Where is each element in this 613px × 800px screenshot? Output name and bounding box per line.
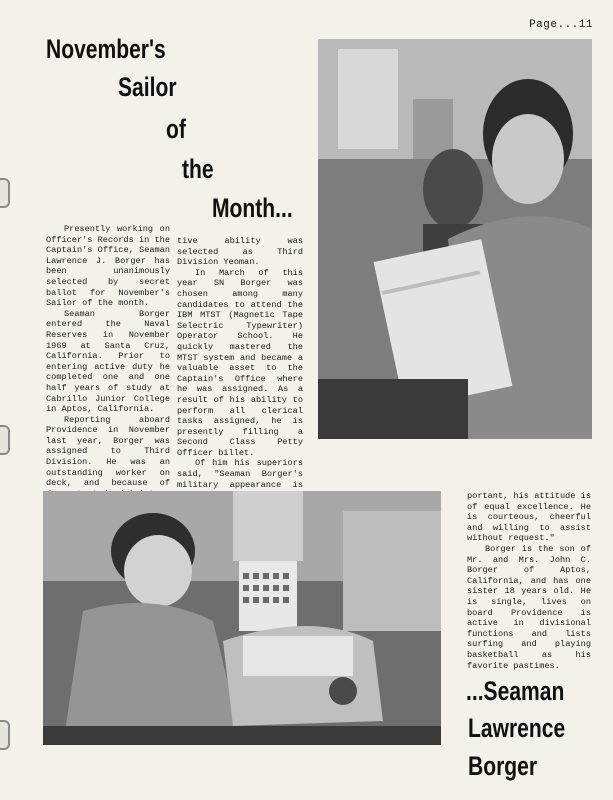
- binder-ring: [0, 425, 10, 455]
- headline-word: November's: [46, 34, 166, 64]
- photo-sailor-with-document: [318, 39, 592, 439]
- paragraph: Presently working on Officer's Records in the Captain's Office, Seaman Lawrence J. Borger has been unanimously selected by secret ballot for November's Sailor of the month.: [46, 224, 170, 309]
- binder-ring: [0, 178, 10, 208]
- headline-word: Sailor: [118, 72, 177, 102]
- paragraph: Of him his superiors said, "Seaman Borger's military appearance is: [177, 458, 303, 490]
- article-column-3: [467, 491, 591, 671]
- headline-word: Month...: [212, 193, 293, 223]
- page-number: Page...11: [529, 19, 593, 31]
- article-column-1: [46, 224, 170, 499]
- binder-ring: [0, 720, 10, 750]
- paragraph: In March of this year SN Borger was chosen among many candidates to attend the IBM MTST (Magnetic Tape Selectric Typewriter) Operator School. He quickly mastered the MTST system and became a valuable asset to the Captain's Office where he was assigned. As a result of his ability to perform all clerical tasks assigned, he is presently filling a Second Class Petty Officer billet.: [177, 267, 303, 458]
- headline-word: Lawrence: [468, 713, 566, 743]
- headline-word: Borger: [468, 751, 538, 781]
- paragraph: tive ability was selected as Third Division Yeoman.: [177, 236, 303, 268]
- article-column-2: [177, 236, 303, 511]
- paragraph: Seaman Borger entered the Naval Reserves in November 1969 at Santa Cruz, California. Prior to entering active duty he completed one and one half years of study at Cabrillo Junior College in Aptos, California.: [46, 308, 170, 415]
- paragraph: Reporting aboard Providence in November last year, Borger was assigned to Third Division. He was an outstanding worker on deck, and because of: [46, 414, 170, 489]
- headline-word: ...Seaman: [466, 676, 565, 706]
- paragraph: portant, his attitude is of equal excellence. He is courteous, cheerful and willing to assist without request.": [467, 491, 591, 544]
- headline-word: of: [166, 114, 186, 144]
- paragraph: Borger is the son of Mr. and Mrs. John C. Borger of Aptos, California, and has one sister 18 years old. He is single, lives on board Providence is active in divisional functions and lists surfing and playing basketball as his favorite pastimes.: [467, 543, 591, 671]
- headline-word: the: [182, 154, 214, 184]
- photo-sailor-at-typewriter: [43, 491, 441, 745]
